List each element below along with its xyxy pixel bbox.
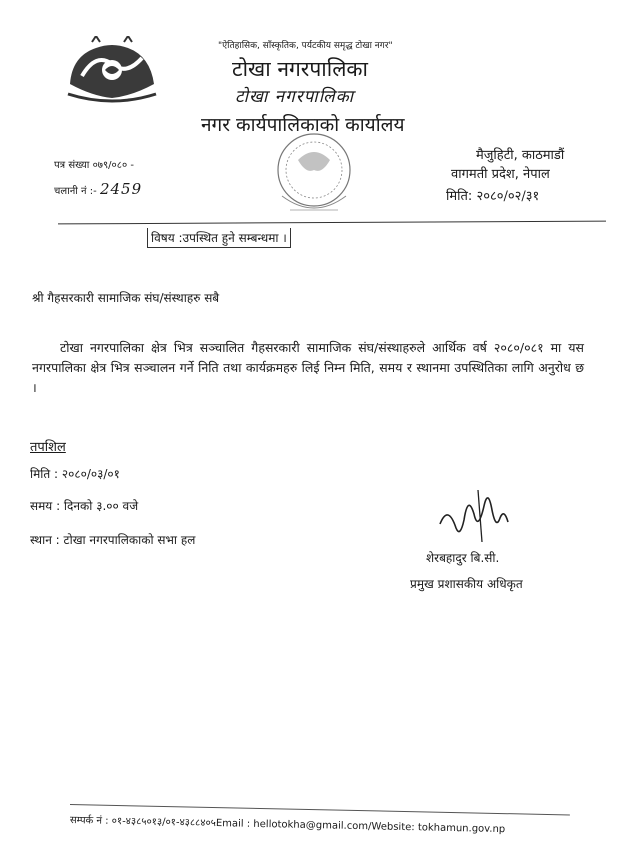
dispatch-number xyxy=(54,180,142,198)
office-address-line1: मैजुहिटी, काठमाडौं xyxy=(476,148,565,163)
contact-footer: सम्पर्क नं : ०१-४३८५०१३/०१-४३८८४०५Email : hellotokha@gmail.com/Website: tokhamun.gov.np xyxy=(69,815,506,836)
signatory-name: शेरबहादुर बि.सी. xyxy=(426,551,500,565)
municipality-tagline: "ऐतिहासिक, साँस्कृतिक, पर्यटकीय समृद्ध टोखा नगर" xyxy=(218,41,393,51)
meeting-time: समय : दिनको ३.०० वजे xyxy=(30,499,139,513)
nepal-emblem-logo xyxy=(62,36,162,108)
municipality-name: टोखा नगरपालिका xyxy=(232,57,368,81)
letter-number-value: ०७९/०८० - xyxy=(92,160,134,171)
letter-number-label: पत्र संख्या xyxy=(54,160,90,171)
municipality-name-stylized: टोखा नगरपालिका xyxy=(235,87,355,107)
letter-date-label: मिति: xyxy=(446,189,473,204)
letter-recipient: श्री गैहसरकारी सामाजिक संघ/संस्थाहरु सबै xyxy=(32,291,220,305)
official-seal-stamp xyxy=(268,130,360,230)
dispatch-number-label: चलानी नं :- xyxy=(54,186,97,197)
details-heading: तपशिल xyxy=(30,440,66,455)
meeting-date: मिति : २०८०/०३/०१ xyxy=(30,467,120,481)
letter-subject: विषय :उपस्थित हुने सम्बन्धमा । xyxy=(147,228,291,248)
letter-date xyxy=(446,186,539,204)
meeting-place: स्थान : टोखा नगरपालिकाको सभा हल xyxy=(30,533,196,547)
dispatch-number-value: 2459 xyxy=(99,180,143,198)
handwritten-signature xyxy=(434,484,514,544)
letter-date-value: २०८०/०२/३१ xyxy=(476,189,540,204)
office-address-line2: वागमती प्रदेश, नेपाल xyxy=(451,167,550,182)
letter-number xyxy=(54,157,134,171)
office-name: नगर कार्यपालिकाको कार्यालय xyxy=(201,114,405,136)
signatory-title: प्रमुख प्रशासकीय अधिकृत xyxy=(410,577,523,591)
letter-body xyxy=(32,338,584,398)
letter-body-text: टोखा नगरपालिका क्षेत्र भित्र सञ्चालित गैहसरकारी सामाजिक संघ/संस्थाहरुले आर्थिक वर्ष २०८०/०८१ मा यस नगरपालिका क्षेत्र भित्र सञ्चालन गर्ने निति तथा कार्यक्रमहरु लिई निम्न मिति, समय र स्थानमा उपस्थितिका लागि अनुरोध छ । xyxy=(32,340,584,395)
